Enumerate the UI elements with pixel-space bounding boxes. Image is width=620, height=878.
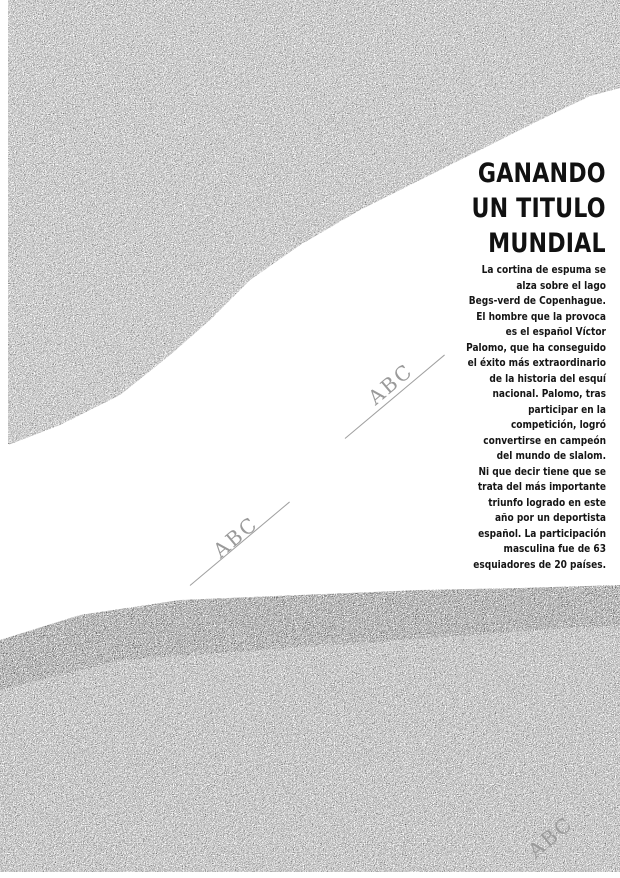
caption-line: trata del más importante — [477, 481, 606, 493]
caption-line: El hombre que la provoca — [476, 310, 606, 323]
bottom-rule — [0, 872, 620, 878]
caption-line: alza sobre el lago — [516, 279, 606, 292]
caption-line: Ni que decir tiene que se — [478, 465, 606, 478]
abc-watermark: ABC — [363, 358, 418, 410]
caption-line: participar en la — [528, 403, 606, 416]
photo-caption — [417, 263, 606, 573]
caption-line: triunfo logrado en este — [488, 496, 606, 509]
headline-line: UN TITULO — [471, 193, 606, 224]
caption-line: español. La participación — [478, 527, 606, 540]
abc-watermark: ABC — [523, 811, 578, 863]
caption-line: Palomo, que ha conseguido — [466, 341, 606, 354]
abc-watermark: ABC — [208, 511, 263, 563]
headline-line: GANANDO — [478, 158, 606, 189]
article-headline — [472, 156, 606, 261]
caption-line: de la historia del esquí — [489, 372, 606, 385]
caption-line: es el español Víctor — [505, 326, 606, 338]
caption-line: masculina fue de 63 — [503, 543, 606, 555]
caption-line: nacional. Palomo, tras — [492, 388, 606, 400]
caption-line: competición, logró — [510, 419, 606, 431]
headline-line: MUNDIAL — [488, 228, 606, 259]
caption-line: convertirse en campeón — [483, 434, 606, 447]
caption-line: año por un deportista — [494, 512, 606, 524]
caption-line: La cortina de espuma se — [481, 264, 606, 276]
caption-line: el éxito más extraordinario — [467, 357, 606, 369]
caption-line: del mundo de slalom. — [496, 450, 606, 462]
caption-line: esquiadores de 20 países. — [473, 558, 606, 571]
caption-line: Begs-verd de Copenhague. — [468, 295, 606, 307]
